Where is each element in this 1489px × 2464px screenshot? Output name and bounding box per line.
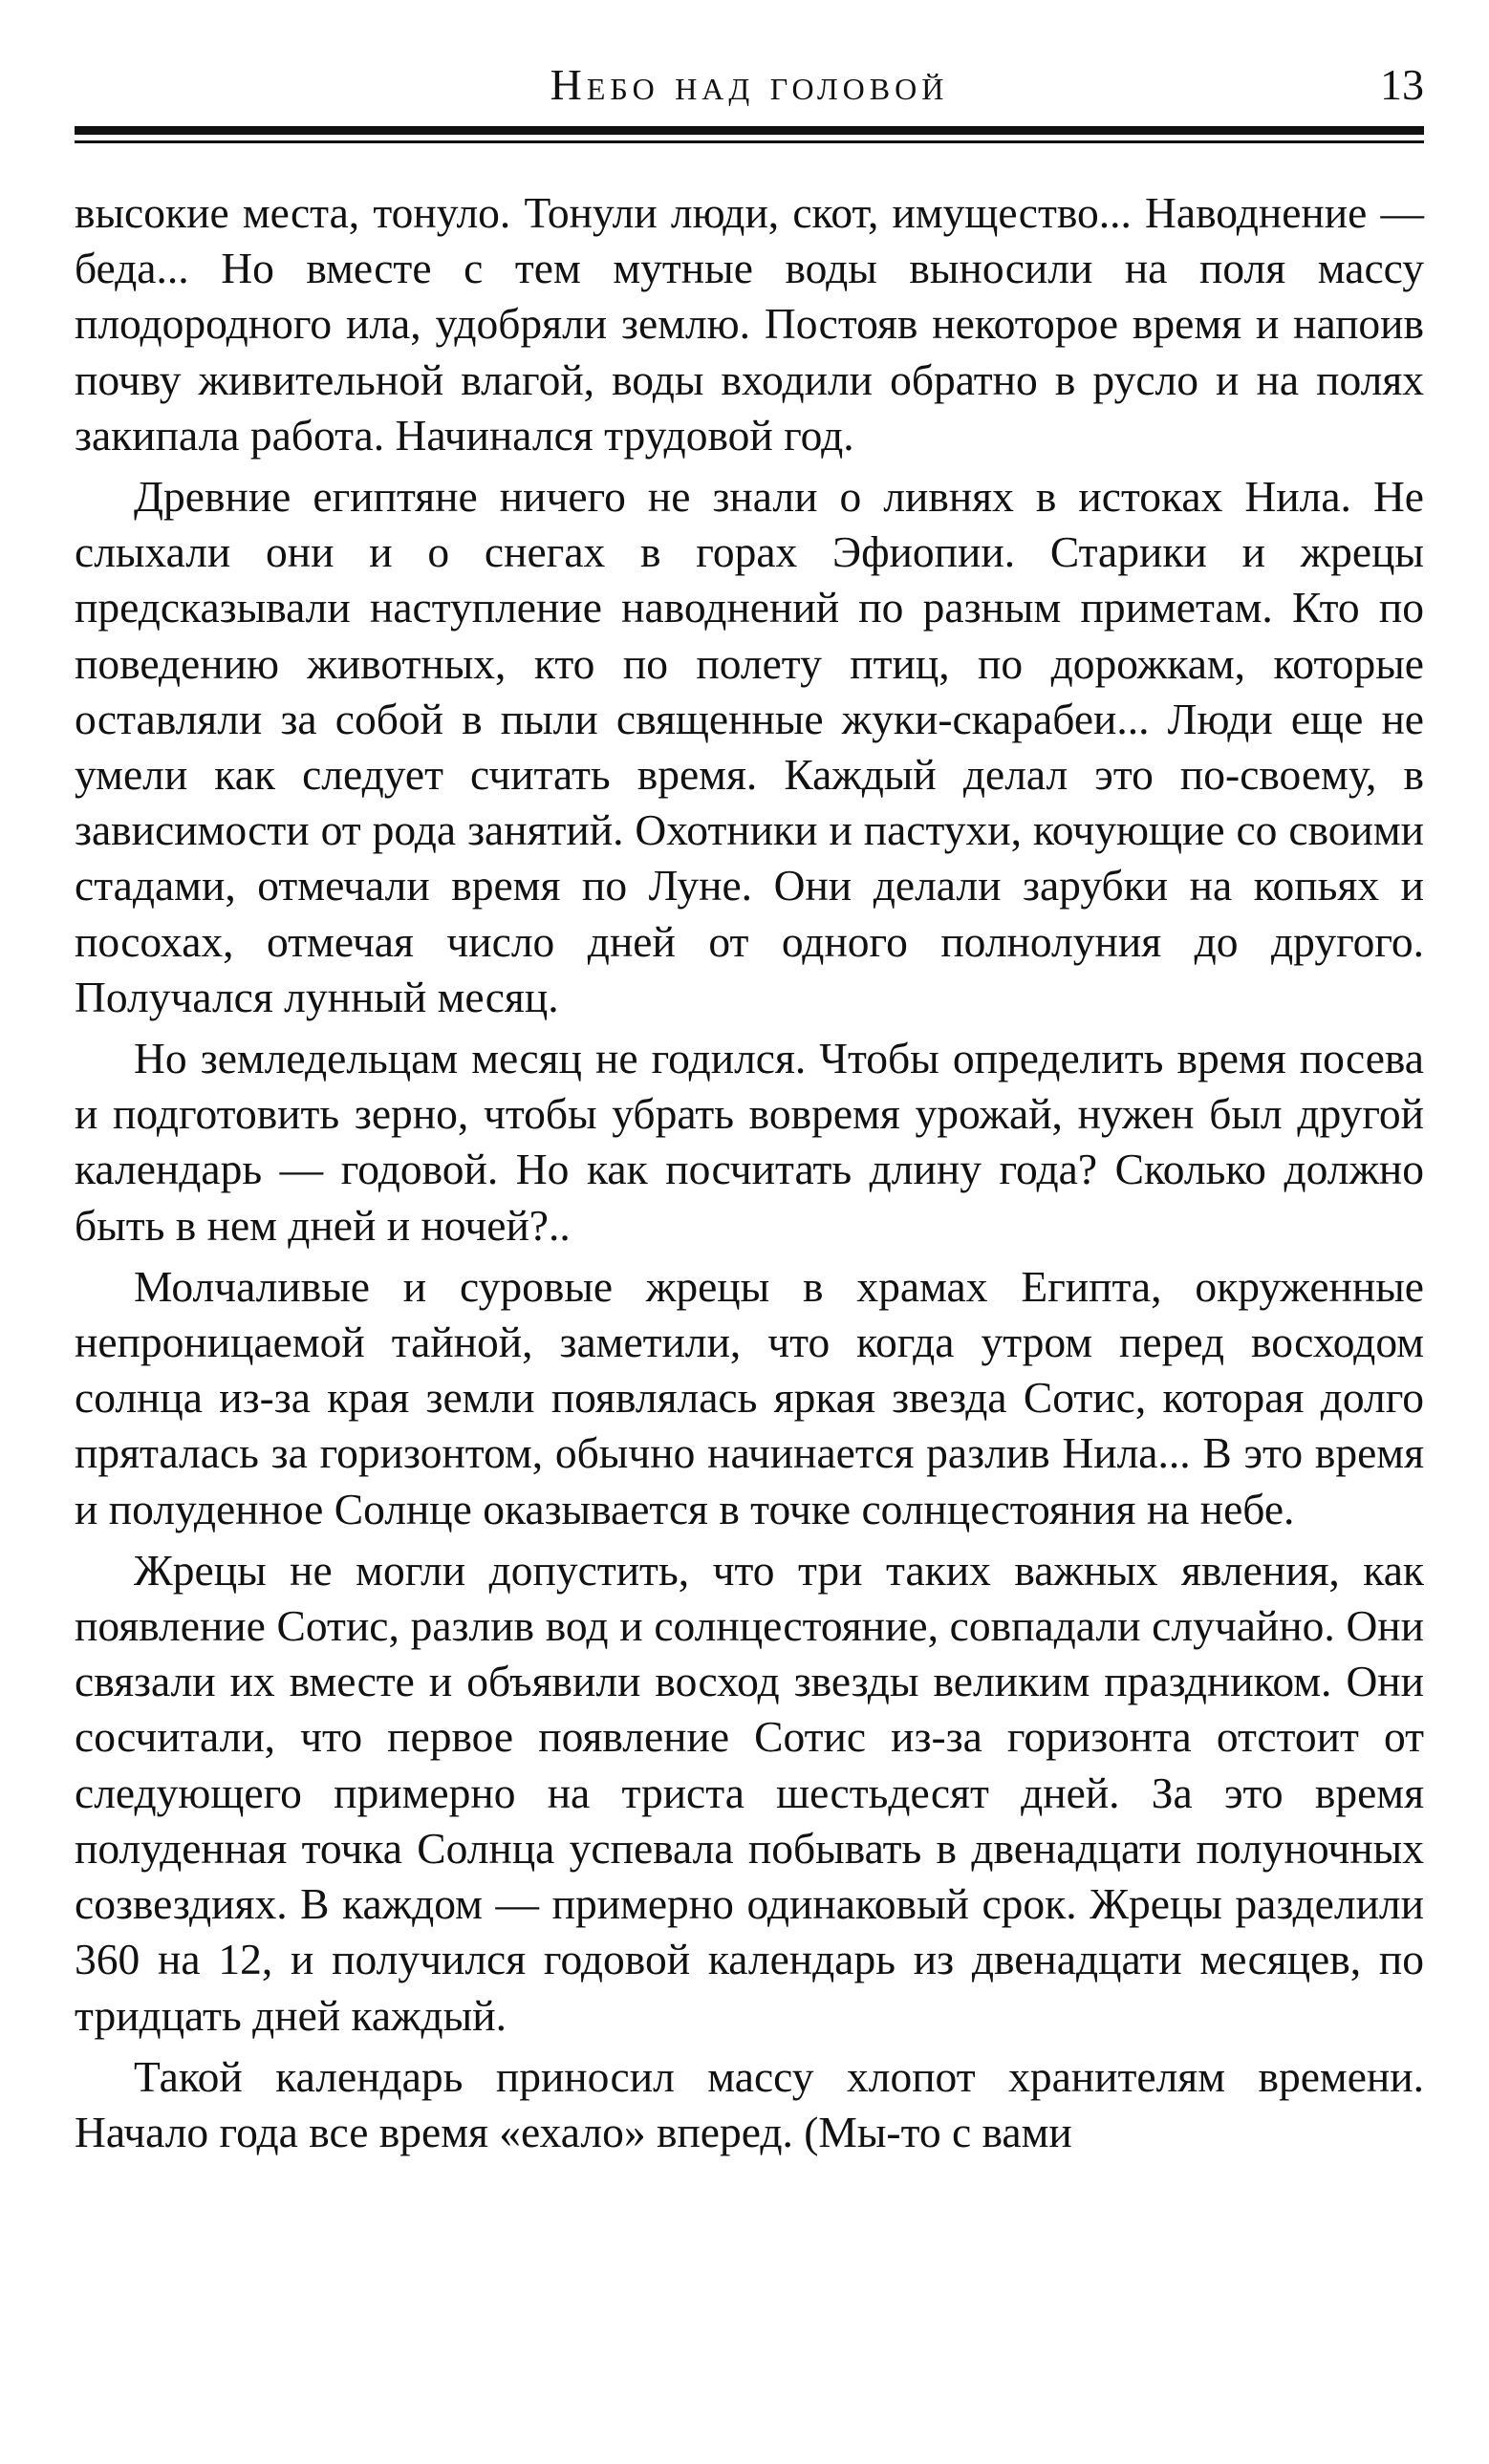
paragraph: высокие места, тонуло. Тонули люди, скот, имущество... Наводнение — беда... Но вместе с тем мутные воды выносили на поля массу плодородного ила, удобряли землю. Постояв некоторое время и напоив почву живительной влагой, воды входили обратно в русло и на полях закипала работа. Начинался трудовой год. (75, 188, 1424, 460)
paragraph: Но земледельцам месяц не годился. Чтобы определить время посева и подготовить зерно, чтобы убрать вовремя урожай, нужен был другой календарь — годовой. Но как посчитать длину года? Сколько должно быть в нем дней и ночей?.. (75, 1034, 1424, 1250)
paragraph: Такой календарь приносил массу хлопот хранителям времени. Начало года все время «ехало» вперед. (Мы-то с вами (75, 2051, 1424, 2156)
paragraph: Молчаливые и суровые жрецы в храмах Египта, окруженные непроницаемой тайной, заметили, что когда утром перед восходом солнца из-за края земли появлялась яркая звезда Сотис, которая долго пряталась за горизонтом, обычно начинается разлив Нила... В это время и полуденное Солнце оказывается в точке солнцестояния на небе. (75, 1261, 1424, 1533)
paragraph: Жрецы не могли допустить, что три таких важных явления, как появление Сотис, разлив вод и солнцестояние, совпадали случайно. Они связали их вместе и объявили восход звезды великим праздником. Они сосчитали, что первое появление Сотис из-за горизонта отстоит от следующего примерно на триста шестьдесят дней. За это время полуденная точка Солнца успевала побывать в двенадцати полуночных созвездиях. В каждом — примерно одинаковый срок. Жрецы разделили 360 на 12, и получился годовой календарь из двенадцати месяцев, по тридцать дней каждый. (75, 1545, 1424, 2040)
header-rule-thick (75, 126, 1424, 135)
body-text (75, 185, 1424, 2160)
running-header (75, 50, 1424, 126)
book-page (75, 50, 1424, 2166)
header-rule-thin (75, 140, 1424, 143)
running-title: Небо над головой (550, 60, 949, 109)
paragraph: Древние египтяне ничего не знали о ливнях в истоках Нила. Не слыхали они и о снегах в горах Эфиопии. Старики и жрецы предсказывали наступление наводнений по разным приметам. Кто по поведению животных, кто по полету птиц, по дорожкам, которые оставляли за собой в пыли священные жуки-скарабеи... Люди еще не умели как следует считать время. Каждый делал это по-своему, в зависимости от рода занятий. Охотники и пастухи, кочующие со своими стадами, отмечали время по Луне. Они делали зарубки на копьях и посохах, отмечая число дней от одного полнолуния до другого. Получался лунный месяц. (75, 472, 1424, 1021)
page-number: 13 (1380, 60, 1424, 109)
